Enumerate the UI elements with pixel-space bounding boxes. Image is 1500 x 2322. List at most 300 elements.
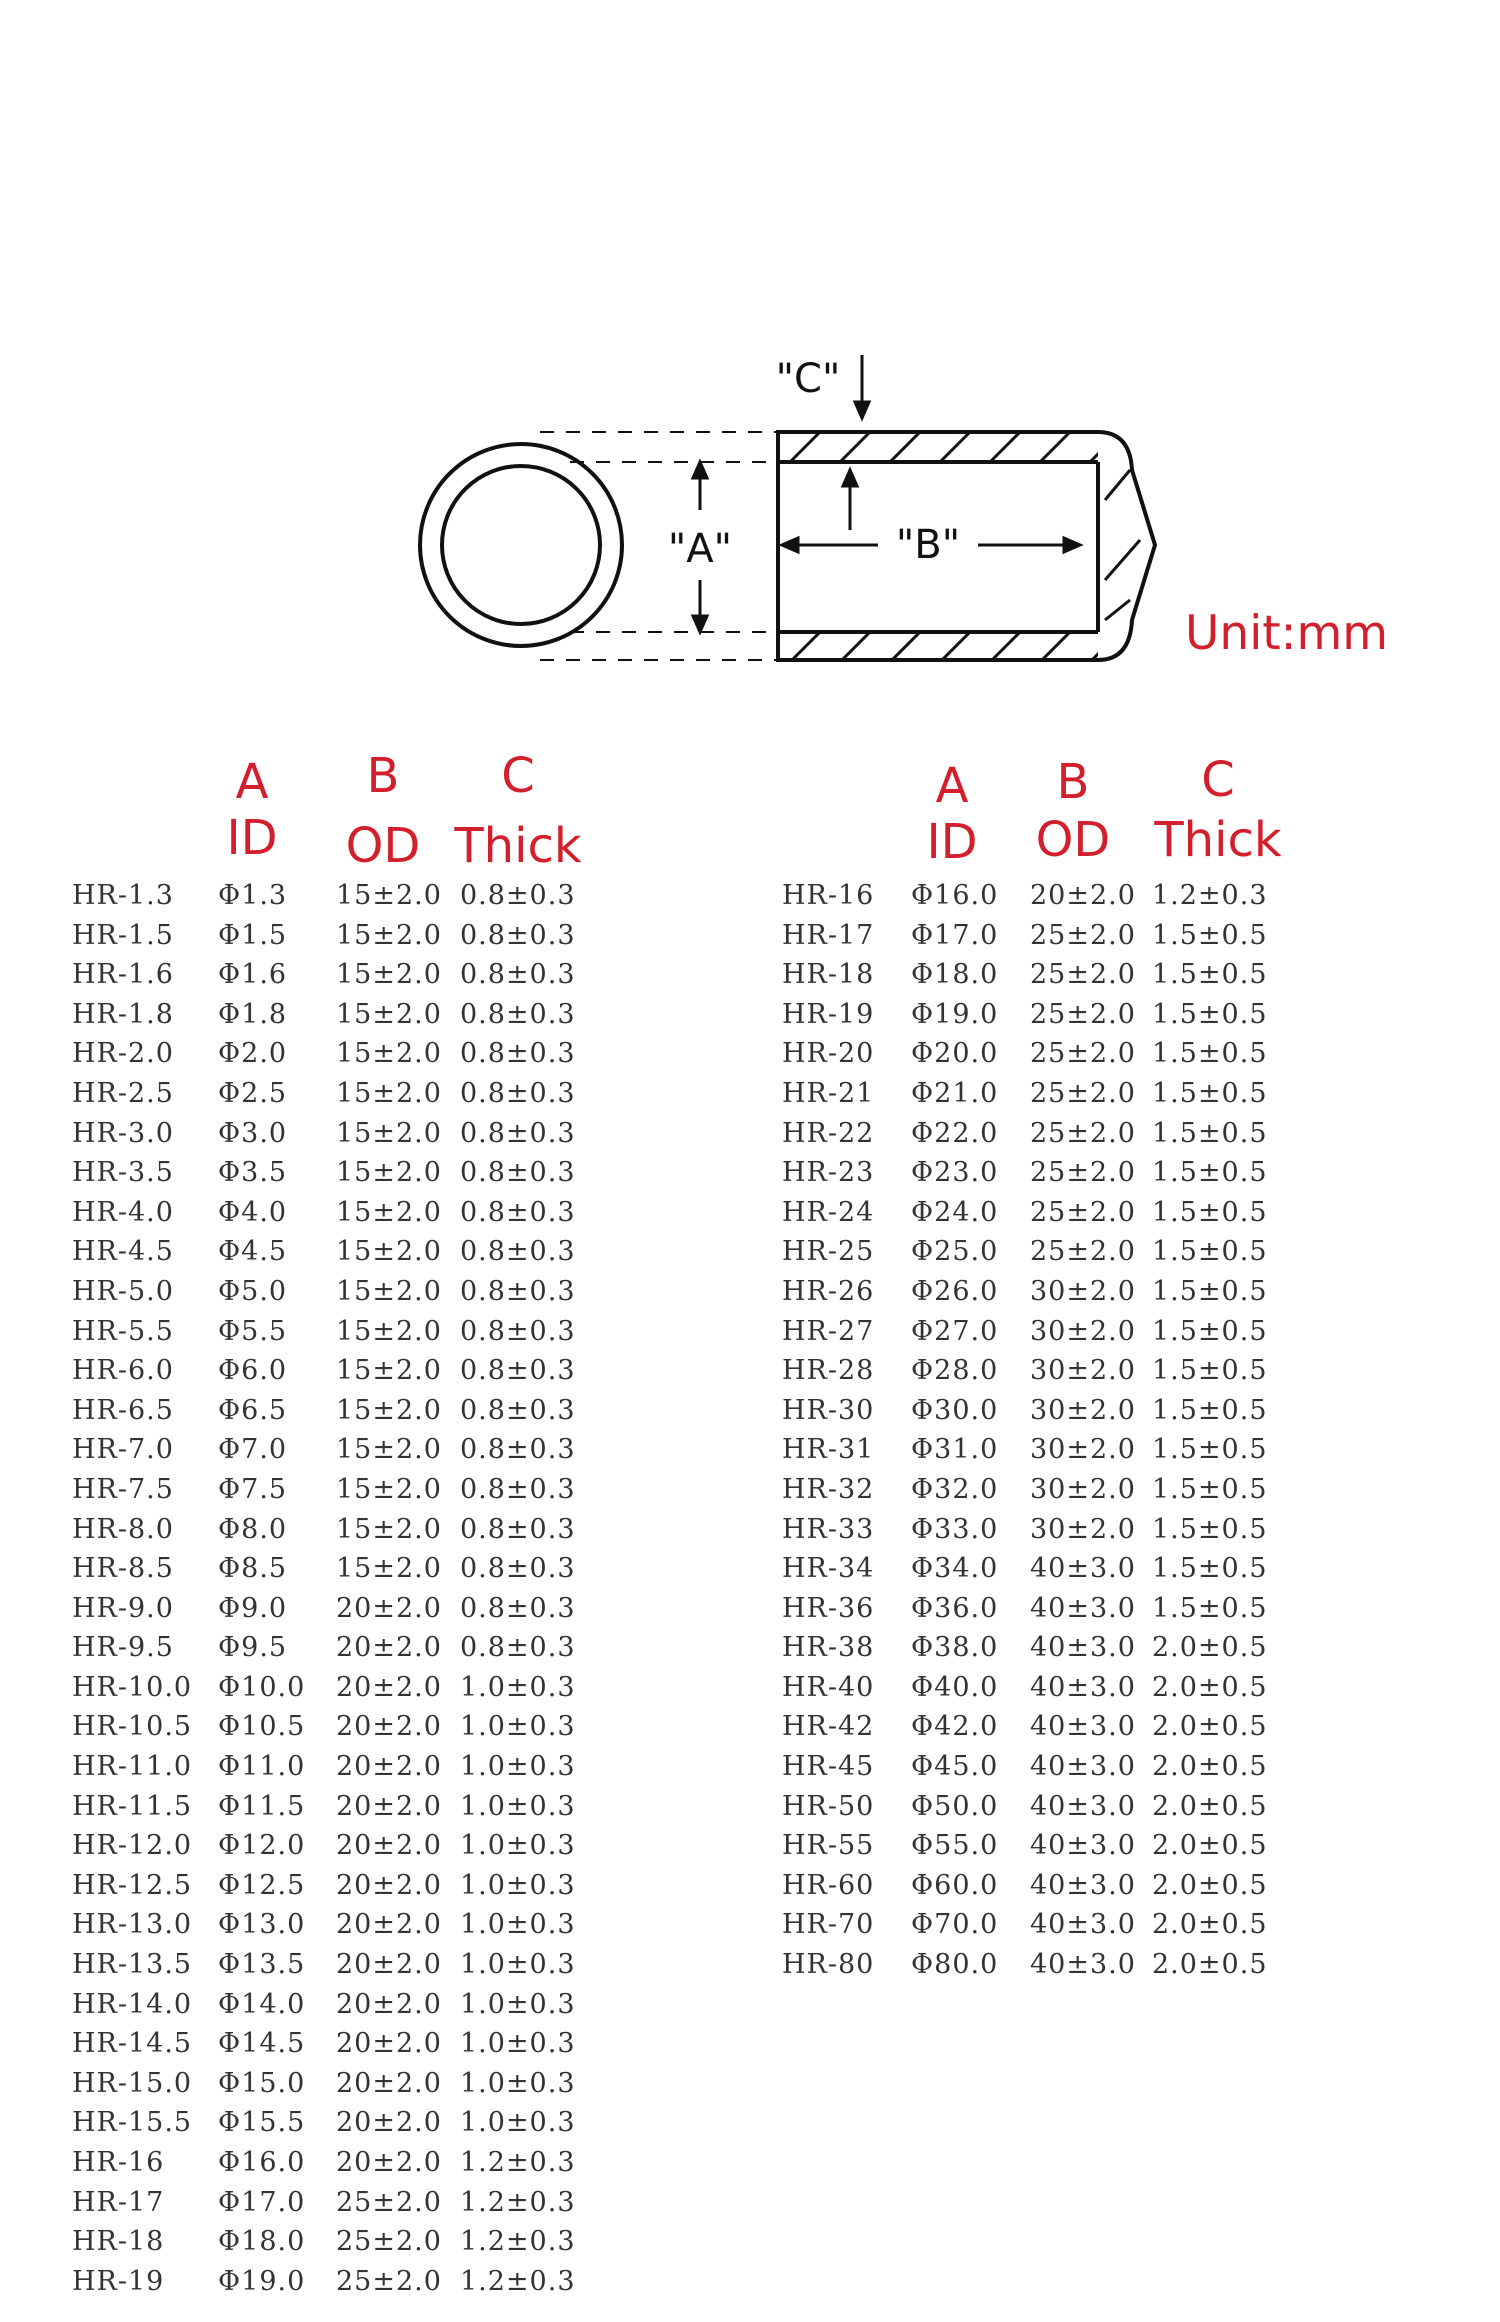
thick-cell: 0.8±0.3 [460, 1236, 576, 1268]
table-row [700, 1276, 1400, 1316]
od-cell: 25±2.0 [1030, 1117, 1136, 1149]
thick-cell: 2.0±0.5 [1152, 1790, 1268, 1822]
id-cell: Φ11.5 [218, 1790, 306, 1822]
table-row [0, 999, 700, 1039]
id-cell: Φ13.0 [218, 1909, 306, 1941]
id-cell: Φ17.0 [911, 919, 999, 951]
thick-cell: 1.2±0.3 [460, 2186, 576, 2218]
table-row [700, 1355, 1400, 1395]
model-cell: HR-45 [782, 1751, 875, 1783]
thick-cell: 1.0±0.3 [460, 2028, 576, 2060]
id-cell: Φ6.0 [218, 1355, 288, 1387]
thick-cell: 1.5±0.5 [1152, 1394, 1268, 1426]
model-cell: HR-15.5 [72, 2107, 193, 2139]
model-cell: HR-7.0 [72, 1434, 174, 1466]
model-cell: HR-4.5 [72, 1236, 174, 1268]
od-cell: 15±2.0 [336, 1117, 442, 1149]
table-row [700, 1909, 1400, 1949]
table-row [700, 1593, 1400, 1633]
model-cell: HR-15.0 [72, 2067, 193, 2099]
model-cell: HR-23 [782, 1157, 875, 1189]
od-cell: 20±2.0 [336, 1711, 442, 1743]
id-cell: Φ28.0 [911, 1355, 999, 1387]
table-row [700, 1632, 1400, 1672]
table-row [0, 1593, 700, 1633]
thick-cell: 1.2±0.3 [460, 2147, 576, 2178]
thick-cell: 1.5±0.5 [1152, 1117, 1268, 1149]
id-cell: Φ7.5 [218, 1473, 288, 1505]
id-cell: Φ12.0 [218, 1830, 306, 1862]
od-cell: 25±2.0 [1030, 1077, 1136, 1109]
model-cell: HR-19 [782, 998, 875, 1030]
table-row [0, 1830, 700, 1870]
id-cell: Φ8.0 [218, 1513, 288, 1545]
table-row [0, 920, 700, 960]
id-cell: Φ17.0 [218, 2186, 306, 2218]
od-cell: 15±2.0 [336, 1038, 442, 1070]
od-cell: 15±2.0 [336, 1236, 442, 1268]
model-cell: HR-2.5 [72, 1077, 174, 1109]
od-cell: 15±2.0 [336, 1434, 442, 1466]
thick-cell: 2.0±0.5 [1152, 1711, 1268, 1743]
od-cell: 15±2.0 [336, 1513, 442, 1545]
id-cell: Φ21.0 [911, 1077, 999, 1109]
table-row [700, 880, 1400, 920]
id-cell: Φ23.0 [911, 1157, 999, 1189]
id-cell: Φ26.0 [911, 1275, 999, 1307]
thick-cell: 1.5±0.5 [1152, 1592, 1268, 1624]
id-cell: Φ5.5 [218, 1315, 288, 1347]
thick-cell: 1.5±0.5 [1152, 1077, 1268, 1109]
table-row [700, 1395, 1400, 1435]
id-cell: Φ3.5 [218, 1157, 288, 1189]
model-cell: HR-18 [782, 959, 875, 991]
model-cell: HR-2.0 [72, 1038, 174, 1070]
model-cell: HR-42 [782, 1711, 875, 1743]
od-cell: 15±2.0 [336, 1077, 442, 1109]
model-cell: HR-3.5 [72, 1157, 174, 1189]
id-cell: Φ4.0 [218, 1196, 288, 1228]
thick-cell: 2.0±0.5 [1152, 1751, 1268, 1783]
model-cell: HR-22 [782, 1117, 875, 1149]
thick-cell: 0.8±0.3 [460, 1157, 576, 1189]
thick-cell: 0.8±0.3 [460, 1632, 576, 1664]
header-left-c [418, 748, 618, 874]
left-spec-table [0, 880, 700, 2305]
table-row [0, 1632, 700, 1672]
model-cell: HR-9.5 [72, 1632, 174, 1664]
table-row [0, 2266, 700, 2306]
model-cell: HR-80 [782, 1949, 875, 1981]
od-cell: 15±2.0 [336, 998, 442, 1030]
model-cell: HR-12.5 [72, 1869, 193, 1901]
thick-cell: 0.8±0.3 [460, 998, 576, 1030]
thick-cell: 1.2±0.3 [1152, 880, 1268, 911]
thick-cell: 1.5±0.5 [1152, 1553, 1268, 1585]
od-cell: 20±2.0 [336, 1671, 442, 1703]
table-row [0, 1711, 700, 1751]
od-cell: 30±2.0 [1030, 1473, 1136, 1505]
model-cell: HR-14.0 [72, 1988, 193, 2020]
id-cell: Φ55.0 [911, 1830, 999, 1862]
header-letter: C [501, 748, 535, 804]
table-row [700, 1791, 1400, 1831]
id-cell: Φ12.5 [218, 1869, 306, 1901]
wall-hatching [790, 432, 1140, 662]
table-row [700, 959, 1400, 999]
header-letter: A [235, 754, 269, 810]
table-row [0, 1474, 700, 1514]
id-cell: Φ15.5 [218, 2107, 306, 2139]
model-cell: HR-6.5 [72, 1394, 174, 1426]
table-row [0, 2028, 700, 2068]
od-cell: 15±2.0 [336, 1394, 442, 1426]
id-cell: Φ7.0 [218, 1434, 288, 1466]
id-cell: Φ5.0 [218, 1275, 288, 1307]
thick-cell: 0.8±0.3 [460, 959, 576, 991]
table-row [700, 1316, 1400, 1356]
table-row [0, 2068, 700, 2108]
od-cell: 20±2.0 [336, 1751, 442, 1783]
thick-cell: 2.0±0.5 [1152, 1671, 1268, 1703]
od-cell: 20±2.0 [336, 2067, 442, 2099]
table-row [0, 880, 700, 920]
thick-cell: 1.5±0.5 [1152, 1157, 1268, 1189]
thick-cell: 1.2±0.3 [460, 2265, 576, 2297]
thick-cell: 1.5±0.5 [1152, 1196, 1268, 1228]
id-cell: Φ50.0 [911, 1790, 999, 1822]
table-row [700, 1236, 1400, 1276]
dimension-c-label: "C" [775, 356, 841, 402]
id-cell: Φ10.0 [218, 1671, 306, 1703]
model-cell: HR-3.0 [72, 1117, 174, 1149]
table-row [0, 1355, 700, 1395]
header-right-c [1118, 752, 1318, 868]
table-row [0, 1276, 700, 1316]
model-cell: HR-6.0 [72, 1355, 174, 1387]
table-row [0, 1316, 700, 1356]
model-cell: HR-36 [782, 1592, 875, 1624]
od-cell: 20±2.0 [336, 1869, 442, 1901]
table-row [0, 1870, 700, 1910]
table-row [0, 1434, 700, 1474]
thick-cell: 1.5±0.5 [1152, 998, 1268, 1030]
od-cell: 20±2.0 [1030, 880, 1136, 911]
od-cell: 30±2.0 [1030, 1315, 1136, 1347]
od-cell: 15±2.0 [336, 1355, 442, 1387]
thick-cell: 1.5±0.5 [1152, 1236, 1268, 1268]
table-row [700, 1751, 1400, 1791]
thick-cell: 0.8±0.3 [460, 1553, 576, 1585]
model-cell: HR-19 [72, 2265, 165, 2297]
od-cell: 30±2.0 [1030, 1513, 1136, 1545]
thick-cell: 1.2±0.3 [460, 2226, 576, 2258]
id-cell: Φ19.0 [218, 2265, 306, 2297]
table-row [700, 1830, 1400, 1870]
id-cell: Φ14.5 [218, 2028, 306, 2060]
od-cell: 15±2.0 [336, 1473, 442, 1505]
od-cell: 25±2.0 [1030, 998, 1136, 1030]
model-cell: HR-8.5 [72, 1553, 174, 1585]
table-row [0, 1949, 700, 1989]
id-cell: Φ22.0 [911, 1117, 999, 1149]
table-row [0, 1791, 700, 1831]
id-cell: Φ40.0 [911, 1671, 999, 1703]
projection-lines [540, 432, 778, 660]
model-cell: HR-20 [782, 1038, 875, 1070]
model-cell: HR-5.0 [72, 1275, 174, 1307]
thick-cell: 1.0±0.3 [460, 1988, 576, 2020]
model-cell: HR-26 [782, 1275, 875, 1307]
thick-cell: 1.5±0.5 [1152, 1315, 1268, 1347]
od-cell: 25±2.0 [1030, 959, 1136, 991]
id-cell: Φ16.0 [911, 880, 999, 911]
model-cell: HR-50 [782, 1790, 875, 1822]
od-cell: 40±3.0 [1030, 1671, 1136, 1703]
id-cell: Φ42.0 [911, 1711, 999, 1743]
id-cell: Φ32.0 [911, 1473, 999, 1505]
od-cell: 25±2.0 [1030, 919, 1136, 951]
od-cell: 40±3.0 [1030, 1790, 1136, 1822]
od-cell: 40±3.0 [1030, 1553, 1136, 1585]
thick-cell: 1.0±0.3 [460, 1949, 576, 1981]
od-cell: 40±3.0 [1030, 1869, 1136, 1901]
thick-cell: 1.0±0.3 [460, 1790, 576, 1822]
od-cell: 15±2.0 [336, 1196, 442, 1228]
thick-cell: 1.0±0.3 [460, 1671, 576, 1703]
thick-cell: 0.8±0.3 [460, 919, 576, 951]
model-cell: HR-24 [782, 1196, 875, 1228]
table-row [700, 1553, 1400, 1593]
table-row [0, 2187, 700, 2227]
right-spec-table [700, 880, 1400, 1989]
table-row [700, 1870, 1400, 1910]
id-cell: Φ9.5 [218, 1632, 288, 1664]
model-cell: HR-38 [782, 1632, 875, 1664]
table-row [0, 1672, 700, 1712]
od-cell: 25±2.0 [336, 2226, 442, 2258]
thick-cell: 2.0±0.5 [1152, 1830, 1268, 1862]
thick-cell: 1.0±0.3 [460, 1869, 576, 1901]
id-cell: Φ9.0 [218, 1592, 288, 1624]
table-row [0, 1909, 700, 1949]
model-cell: HR-17 [782, 919, 875, 951]
od-cell: 40±3.0 [1030, 1592, 1136, 1624]
model-cell: HR-60 [782, 1869, 875, 1901]
id-cell: Φ24.0 [911, 1196, 999, 1228]
dimension-b-label: "B" [895, 522, 961, 568]
od-cell: 20±2.0 [336, 2028, 442, 2060]
thick-cell: 0.8±0.3 [460, 1275, 576, 1307]
table-row [700, 1157, 1400, 1197]
id-cell: Φ10.5 [218, 1711, 306, 1743]
table-row [700, 1078, 1400, 1118]
od-cell: 15±2.0 [336, 1553, 442, 1585]
table-row [0, 1236, 700, 1276]
thick-cell: 0.8±0.3 [460, 1513, 576, 1545]
thick-cell: 1.0±0.3 [460, 1830, 576, 1862]
model-cell: HR-70 [782, 1909, 875, 1941]
thick-cell: 1.5±0.5 [1152, 1434, 1268, 1466]
model-cell: HR-11.0 [72, 1751, 193, 1783]
table-row [700, 1949, 1400, 1989]
od-cell: 20±2.0 [336, 1632, 442, 1664]
table-row [0, 1751, 700, 1791]
thick-cell: 1.0±0.3 [460, 1711, 576, 1743]
model-cell: HR-5.5 [72, 1315, 174, 1347]
id-cell: Φ60.0 [911, 1869, 999, 1901]
od-cell: 30±2.0 [1030, 1355, 1136, 1387]
table-row [0, 1157, 700, 1197]
id-cell: Φ2.5 [218, 1077, 288, 1109]
id-cell: Φ34.0 [911, 1553, 999, 1585]
od-cell: 25±2.0 [1030, 1157, 1136, 1189]
header-letter: A [935, 758, 969, 814]
header-letter: B [1056, 754, 1090, 810]
table-row [0, 959, 700, 999]
model-cell: HR-10.5 [72, 1711, 193, 1743]
model-cell: HR-34 [782, 1553, 875, 1585]
table-row [700, 999, 1400, 1039]
id-cell: Φ2.0 [218, 1038, 288, 1070]
table-row [0, 2147, 700, 2187]
od-cell: 20±2.0 [336, 2147, 442, 2178]
thick-cell: 0.8±0.3 [460, 880, 576, 911]
od-cell: 30±2.0 [1030, 1394, 1136, 1426]
thick-cell: 2.0±0.5 [1152, 1632, 1268, 1664]
thick-cell: 1.0±0.3 [460, 2067, 576, 2099]
thick-cell: 1.5±0.5 [1152, 959, 1268, 991]
id-cell: Φ14.0 [218, 1988, 306, 2020]
thick-cell: 0.8±0.3 [460, 1434, 576, 1466]
model-cell: HR-1.5 [72, 919, 174, 951]
model-cell: HR-1.8 [72, 998, 174, 1030]
id-cell: Φ19.0 [911, 998, 999, 1030]
od-cell: 20±2.0 [336, 2107, 442, 2139]
header-name: ID [926, 814, 978, 870]
unit-label: Unit:mm [1185, 606, 1389, 661]
table-row [700, 920, 1400, 960]
thick-cell: 1.5±0.5 [1152, 1038, 1268, 1070]
table-row [0, 2107, 700, 2147]
od-cell: 40±3.0 [1030, 1711, 1136, 1743]
table-row [0, 2226, 700, 2266]
thick-cell: 0.8±0.3 [460, 1473, 576, 1505]
thick-cell: 0.8±0.3 [460, 1315, 576, 1347]
id-cell: Φ4.5 [218, 1236, 288, 1268]
model-cell: HR-40 [782, 1671, 875, 1703]
id-cell: Φ1.8 [218, 998, 288, 1030]
id-cell: Φ33.0 [911, 1513, 999, 1545]
table-row [0, 1038, 700, 1078]
id-cell: Φ11.0 [218, 1751, 306, 1783]
model-cell: HR-31 [782, 1434, 875, 1466]
inner-circle [442, 466, 600, 624]
id-cell: Φ18.0 [218, 2226, 306, 2258]
model-cell: HR-1.6 [72, 959, 174, 991]
thick-cell: 1.5±0.5 [1152, 1513, 1268, 1545]
model-cell: HR-11.5 [72, 1790, 193, 1822]
od-cell: 15±2.0 [336, 1275, 442, 1307]
od-cell: 15±2.0 [336, 880, 442, 911]
od-cell: 20±2.0 [336, 1949, 442, 1981]
thick-cell: 1.0±0.3 [460, 1751, 576, 1783]
model-cell: HR-13.0 [72, 1909, 193, 1941]
od-cell: 40±3.0 [1030, 1949, 1136, 1981]
od-cell: 25±2.0 [1030, 1196, 1136, 1228]
table-row [700, 1711, 1400, 1751]
model-cell: HR-30 [782, 1394, 875, 1426]
thick-cell: 0.8±0.3 [460, 1355, 576, 1387]
model-cell: HR-4.0 [72, 1196, 174, 1228]
header-letter: C [1201, 752, 1235, 808]
od-cell: 40±3.0 [1030, 1830, 1136, 1862]
header-name: OD [345, 818, 421, 874]
model-cell: HR-7.5 [72, 1473, 174, 1505]
thick-cell: 1.0±0.3 [460, 1909, 576, 1941]
od-cell: 15±2.0 [336, 1157, 442, 1189]
thick-cell: 2.0±0.5 [1152, 1909, 1268, 1941]
thick-cell: 1.0±0.3 [460, 2107, 576, 2139]
table-row [700, 1197, 1400, 1237]
table-row [700, 1514, 1400, 1554]
table-row [700, 1038, 1400, 1078]
id-cell: Φ38.0 [911, 1632, 999, 1664]
od-cell: 15±2.0 [336, 959, 442, 991]
table-row [700, 1672, 1400, 1712]
od-cell: 20±2.0 [336, 1790, 442, 1822]
dimension-c-arrow [855, 355, 869, 418]
od-cell: 25±2.0 [336, 2186, 442, 2218]
header-letter: B [366, 748, 400, 804]
od-cell: 20±2.0 [336, 1830, 442, 1862]
table-row [0, 1989, 700, 2029]
id-cell: Φ31.0 [911, 1434, 999, 1466]
thick-cell: 1.5±0.5 [1152, 1275, 1268, 1307]
od-cell: 30±2.0 [1030, 1275, 1136, 1307]
id-cell: Φ16.0 [218, 2147, 306, 2178]
id-cell: Φ3.0 [218, 1117, 288, 1149]
table-row [0, 1118, 700, 1158]
id-cell: Φ70.0 [911, 1909, 999, 1941]
id-cell: Φ20.0 [911, 1038, 999, 1070]
id-cell: Φ80.0 [911, 1949, 999, 1981]
table-row [0, 1553, 700, 1593]
header-name: Thick [454, 818, 582, 874]
table-row [700, 1118, 1400, 1158]
model-cell: HR-14.5 [72, 2028, 193, 2060]
outer-circle [420, 444, 622, 646]
id-cell: Φ45.0 [911, 1751, 999, 1783]
model-cell: HR-55 [782, 1830, 875, 1862]
model-cell: HR-21 [782, 1077, 875, 1109]
model-cell: HR-1.3 [72, 880, 174, 911]
thick-cell: 2.0±0.5 [1152, 1949, 1268, 1981]
od-cell: 25±2.0 [336, 2265, 442, 2297]
model-cell: HR-33 [782, 1513, 875, 1545]
model-cell: HR-16 [72, 2147, 165, 2178]
model-cell: HR-32 [782, 1473, 875, 1505]
id-cell: Φ6.5 [218, 1394, 288, 1426]
id-cell: Φ1.6 [218, 959, 288, 991]
od-cell: 40±3.0 [1030, 1909, 1136, 1941]
thick-cell: 0.8±0.3 [460, 1038, 576, 1070]
thick-cell: 0.8±0.3 [460, 1592, 576, 1624]
od-cell: 25±2.0 [1030, 1236, 1136, 1268]
model-cell: HR-9.0 [72, 1592, 174, 1624]
thick-cell: 0.8±0.3 [460, 1077, 576, 1109]
header-name: Thick [1154, 812, 1282, 868]
